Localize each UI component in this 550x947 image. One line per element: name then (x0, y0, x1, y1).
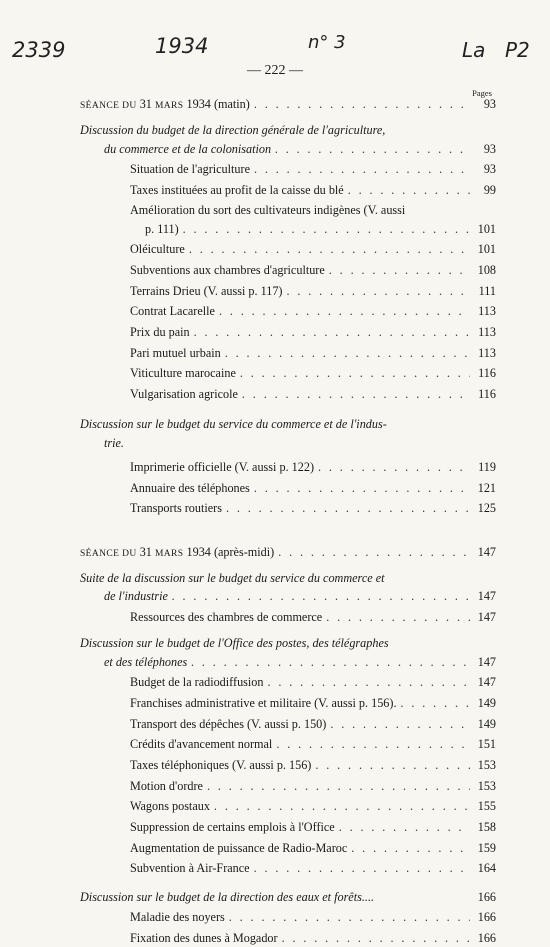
page-ref: 147 (477, 589, 496, 604)
toc-item: Vulgarisation agricole . . . 116 (80, 385, 496, 403)
page-ref: 119 (478, 459, 496, 474)
seance-date: 1934 (matin) (186, 97, 250, 111)
section-heading-postes-cont: et des téléphones . . . 147 (80, 653, 496, 671)
page-ref: 166 (477, 889, 496, 904)
toc-item: Maladie des noyers . . . 166 (80, 908, 496, 926)
handwritten-reference: 2339 (12, 38, 66, 62)
section-heading-suite-cont: de l'industrie . . . 147 (80, 587, 496, 605)
toc-item: Augmentation de puissance de Radio-Maroc . . . 159 (80, 839, 496, 857)
seance-day: 31 (139, 544, 152, 559)
page-ref: 155 (477, 799, 496, 814)
page-ref: 93 (483, 97, 496, 111)
page-ref: 121 (477, 480, 496, 495)
toc-item: Transport des dépêches (V. aussi p. 150) . . . 149 (80, 715, 496, 733)
page-ref: 147 (477, 675, 496, 690)
page-ref: 101 (477, 221, 496, 236)
page-ref: 111 (478, 283, 496, 298)
seance-prefix: SÉANCE DU (80, 101, 137, 111)
page-ref: 158 (477, 820, 496, 834)
section-heading-agriculture: Discussion du budget de la direction générale de l'agriculture, (80, 123, 386, 138)
toc-entry-seance-matin (80, 95, 496, 113)
page-ref: 151 (477, 737, 496, 752)
toc-item: Subventions aux chambres d'agriculture . . . 108 (80, 261, 496, 279)
seance-prefix: SÉANCE DU (80, 548, 137, 559)
section-heading-commerce-cont: trie. (104, 435, 124, 450)
section-heading-eaux-forets: Discussion sur le budget de la direction des eaux et forêts.... 166 (80, 888, 496, 906)
toc-item: Terrains Drieu (V. aussi p. 117) . . . 111 (80, 282, 496, 300)
section-heading-agriculture-cont: du commerce et de la colonisation . . . 93 (80, 140, 496, 158)
page-ref: 147 (477, 654, 496, 669)
page-ref: 93 (483, 162, 496, 177)
section-heading-suite: Suite de la discussion sur le budget du service du commerce et (80, 570, 385, 585)
page-ref: 149 (477, 695, 496, 710)
toc-item: Wagons postaux . . . 155 (80, 797, 496, 815)
page-ref: 101 (477, 242, 496, 257)
page-ref: 166 (477, 910, 496, 925)
toc-item: Imprimerie officielle (V. aussi p. 122) . . . 119 (80, 458, 496, 476)
page-number: — 222 — (247, 63, 303, 78)
page-ref: 166 (477, 931, 496, 946)
handwritten-number: n° 3 (308, 32, 346, 53)
page-ref: 108 (477, 262, 496, 277)
toc-item: Situation de l'agriculture . . . 93 (80, 160, 496, 178)
pages-column-header: Pages (472, 88, 492, 98)
toc-item: Crédits d'avancement normal . . . 151 (80, 735, 496, 753)
page-ref: 116 (478, 387, 496, 402)
toc-item: Ressources des chambres de commerce . . . 147 (80, 608, 496, 626)
handwritten-year: 1934 (155, 34, 209, 58)
page-ref: 125 (477, 501, 496, 516)
toc-item: Oléiculture . . . 101 (80, 240, 496, 258)
toc-item: Franchises administrative et militaire (V. aussi p. 156). . . . 149 (80, 694, 496, 712)
page-ref: 99 (483, 182, 496, 197)
toc-entry-seance-apres-midi (80, 543, 496, 561)
page-ref: 113 (478, 345, 496, 360)
toc-item: Viticulture marocaine . . . 116 (80, 364, 496, 382)
toc-item: Suppression de certains emplois à l'Office . . . 158 (80, 818, 496, 836)
seance-month: MARS (154, 101, 184, 111)
handwritten-note-b: P2 (505, 38, 530, 62)
handwritten-note-a: La (462, 38, 486, 62)
page-ref: 159 (477, 840, 496, 855)
toc-item-cont: p. 111) . . . 101 (80, 220, 496, 238)
toc-item: Taxes téléphoniques (V. aussi p. 156) . . . 153 (80, 756, 496, 774)
seance-month: MARS (154, 548, 184, 559)
toc-item: Subvention à Air-France . . . 164 (80, 859, 496, 877)
toc-item: Annuaire des téléphones . . . 121 (80, 479, 496, 497)
page-ref: 153 (477, 778, 496, 793)
page-ref: 93 (483, 141, 496, 156)
toc-item: Taxes instituées au profit de la caisse du blé . . . 99 (80, 181, 496, 199)
toc-item: Contrat Lacarelle . . . 113 (80, 302, 496, 320)
section-heading-commerce: Discussion sur le budget du service du commerce et de l'indus- (80, 417, 387, 432)
section-heading-postes: Discussion sur le budget de l'Office des postes, des télégraphes (80, 636, 389, 651)
seance-day: 31 (139, 97, 152, 111)
toc-item: Pari mutuel urbain . . . 113 (80, 344, 496, 362)
toc-item: Prix du pain . . . 113 (80, 323, 496, 341)
page-ref: 149 (477, 716, 496, 731)
page-ref: 147 (477, 544, 496, 559)
page-ref: 147 (477, 609, 496, 624)
page-ref: 116 (478, 366, 496, 381)
toc-item: Budget de la radiodiffusion . . . 147 (80, 673, 496, 691)
page-ref: 164 (477, 861, 496, 876)
page-ref: 113 (478, 325, 496, 339)
page-ref: 113 (478, 304, 496, 319)
toc-item: Transports routiers . . . 125 (80, 499, 496, 517)
toc-item: Amélioration du sort des cultivateurs indigènes (V. aussi (130, 203, 406, 218)
page-ref: 153 (477, 757, 496, 772)
toc-item: Fixation des dunes à Mogador . . . 166 (80, 929, 496, 947)
toc-item: Motion d'ordre . . . 153 (80, 777, 496, 795)
table-of-contents (80, 95, 496, 947)
seance-date: 1934 (après-midi) (186, 544, 275, 559)
